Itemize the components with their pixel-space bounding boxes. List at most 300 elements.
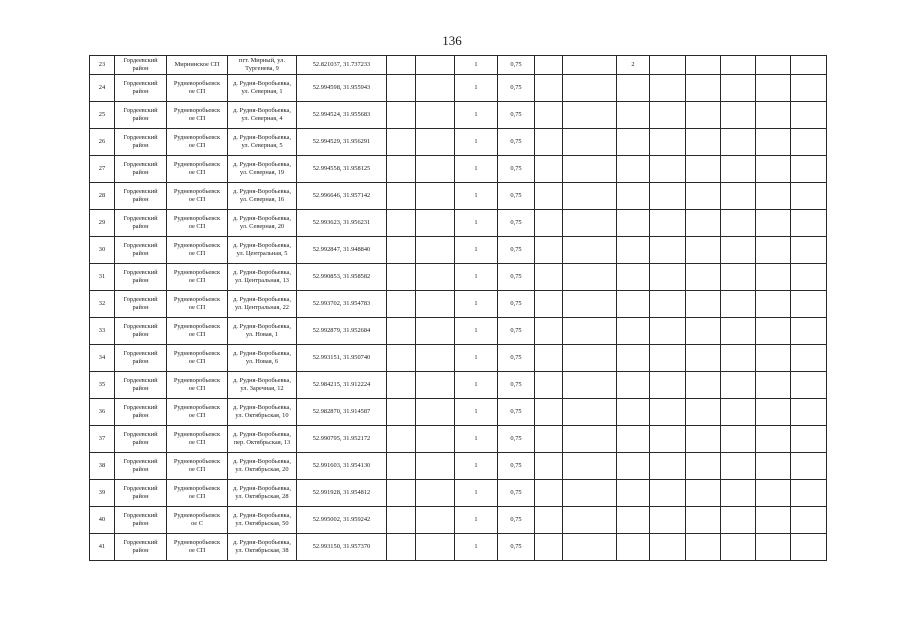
cell-empty	[563, 156, 617, 183]
cell-empty	[650, 426, 686, 453]
cell-address-line: д. Рудня-Воробьевка,	[233, 485, 291, 493]
cell-empty	[791, 183, 827, 210]
container-sites-table	[89, 55, 827, 561]
cell-address-line: ул. Северная, 20	[239, 223, 285, 230]
cell-empty	[791, 291, 827, 318]
table-row	[90, 453, 827, 480]
cell-count: 1	[455, 318, 498, 345]
cell-address-line: д. Рудня-Воробьевка,	[233, 458, 291, 466]
cell-count: 1	[455, 102, 498, 129]
cell-settlement-line: Рудневоробьевск	[173, 431, 221, 439]
cell-settlement-line: ое С	[191, 520, 203, 527]
cell-settlement	[167, 318, 228, 345]
cell-empty	[563, 345, 617, 372]
cell-district	[115, 372, 167, 399]
cell-extra	[617, 534, 650, 561]
cell-coordinates: 52.984215, 31.912224	[297, 372, 387, 399]
cell-district-line: район	[132, 493, 149, 500]
cell-empty	[416, 75, 455, 102]
cell-count: 1	[455, 56, 498, 75]
cell-empty	[686, 183, 721, 210]
cell-empty	[650, 291, 686, 318]
cell-empty	[387, 102, 416, 129]
cell-address-line: ул. Северная, 4	[241, 115, 283, 122]
cell-extra	[617, 264, 650, 291]
table-row	[90, 534, 827, 561]
cell-district-line: Гордеевский	[123, 161, 158, 169]
cell-settlement-line: Рудневоробьевск	[173, 350, 221, 358]
cell-empty	[650, 237, 686, 264]
cell-address	[228, 156, 297, 183]
cell-address-line: д. Рудня-Воробьевка,	[233, 161, 291, 169]
cell-empty	[791, 426, 827, 453]
table-row	[90, 237, 827, 264]
cell-district-line: район	[132, 466, 149, 473]
cell-count: 1	[455, 399, 498, 426]
cell-empty	[791, 156, 827, 183]
cell-empty	[721, 183, 756, 210]
cell-extra	[617, 183, 650, 210]
cell-number: 27	[90, 156, 115, 183]
table-row	[90, 75, 827, 102]
cell-district	[115, 264, 167, 291]
cell-settlement-line: ое СП	[188, 331, 206, 338]
cell-empty	[756, 480, 791, 507]
cell-empty	[563, 56, 617, 75]
cell-district-line: район	[132, 169, 149, 176]
cell-coordinates: 52.990795, 31.952172	[297, 426, 387, 453]
cell-empty	[756, 426, 791, 453]
cell-empty	[563, 210, 617, 237]
cell-settlement	[167, 56, 228, 75]
cell-empty	[416, 507, 455, 534]
cell-coordinates: 52.992847, 31.948840	[297, 237, 387, 264]
cell-empty	[416, 129, 455, 156]
cell-number: 35	[90, 372, 115, 399]
cell-empty	[563, 534, 617, 561]
cell-settlement-line: ое СП	[188, 223, 206, 230]
cell-empty	[756, 345, 791, 372]
cell-empty	[650, 507, 686, 534]
cell-address-line: ул. Центральная, 13	[234, 277, 289, 284]
cell-empty	[686, 534, 721, 561]
cell-district-line: район	[132, 385, 149, 392]
cell-empty	[650, 183, 686, 210]
cell-empty	[686, 56, 721, 75]
cell-settlement-line: Рудневоробьевск	[173, 242, 221, 250]
cell-empty	[563, 480, 617, 507]
cell-empty	[791, 210, 827, 237]
cell-address	[228, 183, 297, 210]
cell-count: 1	[455, 291, 498, 318]
cell-settlement-line: ое СП	[188, 466, 206, 473]
cell-coordinates: 52.991603, 31.954130	[297, 453, 387, 480]
cell-district-line: Гордеевский	[123, 242, 158, 250]
cell-district	[115, 183, 167, 210]
table-row	[90, 56, 827, 75]
cell-empty	[650, 372, 686, 399]
cell-empty	[535, 534, 563, 561]
cell-empty	[535, 156, 563, 183]
cell-empty	[756, 129, 791, 156]
cell-district	[115, 156, 167, 183]
cell-empty	[387, 345, 416, 372]
cell-empty	[686, 156, 721, 183]
cell-number: 37	[90, 426, 115, 453]
cell-volume: 0,75	[498, 534, 535, 561]
cell-empty	[387, 129, 416, 156]
cell-district-line: район	[132, 304, 149, 311]
cell-settlement	[167, 156, 228, 183]
cell-settlement	[167, 264, 228, 291]
cell-volume: 0,75	[498, 291, 535, 318]
cell-empty	[387, 372, 416, 399]
cell-settlement-line: Рудневоробьевск	[173, 485, 221, 493]
cell-address	[228, 453, 297, 480]
cell-volume: 0,75	[498, 102, 535, 129]
cell-settlement-line: Мирнинское СП	[174, 61, 220, 69]
cell-district	[115, 399, 167, 426]
cell-settlement-line: Рудневоробьевск	[173, 107, 221, 115]
cell-district-line: район	[132, 412, 149, 419]
cell-empty	[791, 534, 827, 561]
cell-empty	[416, 156, 455, 183]
cell-empty	[756, 75, 791, 102]
cell-address-line: Тургенева, 9	[245, 65, 279, 72]
cell-address	[228, 318, 297, 345]
cell-volume: 0,75	[498, 399, 535, 426]
cell-settlement	[167, 210, 228, 237]
cell-address-line: д. Рудня-Воробьевка,	[233, 296, 291, 304]
cell-empty	[387, 75, 416, 102]
cell-settlement-line: ое СП	[188, 250, 206, 257]
cell-extra	[617, 399, 650, 426]
cell-empty	[535, 345, 563, 372]
cell-address-line: ул. Северная, 1	[241, 88, 283, 95]
cell-coordinates: 52.992879, 31.952684	[297, 318, 387, 345]
cell-empty	[535, 264, 563, 291]
cell-empty	[721, 480, 756, 507]
cell-empty	[721, 56, 756, 75]
table-row	[90, 291, 827, 318]
cell-empty	[756, 183, 791, 210]
cell-address-line: д. Рудня-Воробьевка,	[233, 431, 291, 439]
cell-empty	[756, 318, 791, 345]
cell-address	[228, 264, 297, 291]
cell-empty	[387, 56, 416, 75]
cell-empty	[650, 453, 686, 480]
cell-settlement	[167, 372, 228, 399]
cell-empty	[686, 291, 721, 318]
cell-address-line: ул. Октябрьская, 10	[235, 412, 289, 419]
cell-empty	[535, 129, 563, 156]
cell-empty	[650, 264, 686, 291]
cell-empty	[416, 345, 455, 372]
cell-empty	[563, 507, 617, 534]
cell-district-line: район	[132, 88, 149, 95]
cell-empty	[756, 291, 791, 318]
cell-settlement-line: ое СП	[188, 304, 206, 311]
cell-empty	[387, 210, 416, 237]
cell-empty	[563, 318, 617, 345]
cell-settlement-line: Рудневоробьевск	[173, 512, 221, 520]
cell-settlement-line: ое СП	[188, 358, 206, 365]
cell-settlement-line: ое СП	[188, 493, 206, 500]
cell-settlement-line: ое СП	[188, 169, 206, 176]
cell-number: 26	[90, 129, 115, 156]
cell-coordinates: 52.991928, 31.954812	[297, 480, 387, 507]
cell-number: 29	[90, 210, 115, 237]
cell-number: 39	[90, 480, 115, 507]
cell-address	[228, 345, 297, 372]
cell-empty	[791, 507, 827, 534]
cell-empty	[721, 264, 756, 291]
cell-volume: 0,75	[498, 156, 535, 183]
cell-district	[115, 453, 167, 480]
cell-address	[228, 75, 297, 102]
cell-settlement-line: ое СП	[188, 547, 206, 554]
cell-settlement-line: ое СП	[188, 385, 206, 392]
cell-coordinates: 52.993150, 31.957370	[297, 534, 387, 561]
cell-count: 1	[455, 453, 498, 480]
cell-empty	[416, 183, 455, 210]
table-row	[90, 156, 827, 183]
cell-district-line: Гордеевский	[123, 80, 158, 88]
cell-address-line: ул. Новая, 6	[245, 358, 279, 365]
cell-coordinates: 52.821037, 31.737233	[297, 56, 387, 75]
cell-address-line: ул. Октябрьская, 28	[235, 493, 289, 500]
cell-settlement	[167, 237, 228, 264]
cell-empty	[721, 210, 756, 237]
cell-settlement	[167, 480, 228, 507]
cell-settlement-line: ое СП	[188, 88, 206, 95]
cell-district-line: район	[132, 250, 149, 257]
cell-count: 1	[455, 534, 498, 561]
cell-extra	[617, 507, 650, 534]
table-body	[90, 56, 827, 561]
cell-address-line: ул. Северная, 5	[241, 142, 283, 149]
cell-address-line: пгт. Мирный, ул.	[239, 57, 285, 65]
cell-district	[115, 75, 167, 102]
cell-coordinates: 52.993702, 31.954783	[297, 291, 387, 318]
table-row	[90, 210, 827, 237]
cell-address-line: ул. Заречная, 12	[240, 385, 284, 392]
cell-count: 1	[455, 210, 498, 237]
cell-address-line: д. Рудня-Воробьевка,	[233, 215, 291, 223]
cell-empty	[563, 102, 617, 129]
cell-volume: 0,75	[498, 237, 535, 264]
cell-district	[115, 480, 167, 507]
cell-count: 1	[455, 345, 498, 372]
cell-count: 1	[455, 75, 498, 102]
cell-settlement	[167, 534, 228, 561]
cell-empty	[416, 237, 455, 264]
cell-number: 38	[90, 453, 115, 480]
cell-district-line: район	[132, 196, 149, 203]
cell-extra	[617, 426, 650, 453]
cell-district-line: Гордеевский	[123, 188, 158, 196]
cell-address	[228, 372, 297, 399]
cell-volume: 0,75	[498, 183, 535, 210]
cell-empty	[791, 264, 827, 291]
cell-district-line: район	[132, 277, 149, 284]
cell-count: 1	[455, 183, 498, 210]
cell-empty	[686, 210, 721, 237]
table-row	[90, 480, 827, 507]
cell-district	[115, 507, 167, 534]
cell-address-line: д. Рудня-Воробьевка,	[233, 377, 291, 385]
cell-settlement-line: Рудневоробьевск	[173, 134, 221, 142]
cell-empty	[721, 129, 756, 156]
cell-empty	[416, 534, 455, 561]
cell-empty	[721, 345, 756, 372]
cell-empty	[416, 453, 455, 480]
cell-address-line: ул. Северная, 16	[239, 196, 285, 203]
cell-address-line: ул. Новая, 1	[245, 331, 279, 338]
cell-number: 24	[90, 75, 115, 102]
cell-empty	[387, 426, 416, 453]
cell-district-line: район	[132, 65, 149, 72]
cell-settlement-line: Рудневоробьевск	[173, 404, 221, 412]
cell-count: 1	[455, 264, 498, 291]
cell-district-line: Гордеевский	[123, 215, 158, 223]
cell-number: 40	[90, 507, 115, 534]
cell-district-line: Гордеевский	[123, 296, 158, 304]
cell-volume: 0,75	[498, 480, 535, 507]
cell-empty	[756, 156, 791, 183]
cell-extra	[617, 291, 650, 318]
table-row	[90, 507, 827, 534]
cell-district	[115, 345, 167, 372]
cell-district-line: район	[132, 439, 149, 446]
cell-number: 23	[90, 56, 115, 75]
cell-address-line: д. Рудня-Воробьевка,	[233, 539, 291, 547]
cell-extra	[617, 372, 650, 399]
cell-empty	[563, 372, 617, 399]
cell-address-line: пер. Октябрьская, 13	[233, 439, 291, 446]
cell-extra	[617, 453, 650, 480]
cell-empty	[791, 318, 827, 345]
cell-empty	[387, 399, 416, 426]
cell-coordinates: 52.994524, 31.955683	[297, 102, 387, 129]
cell-empty	[686, 129, 721, 156]
cell-settlement-line: ое СП	[188, 142, 206, 149]
cell-empty	[721, 102, 756, 129]
cell-empty	[756, 534, 791, 561]
cell-coordinates: 52.982870, 31.914587	[297, 399, 387, 426]
cell-number: 41	[90, 534, 115, 561]
cell-district-line: район	[132, 142, 149, 149]
cell-empty	[535, 399, 563, 426]
cell-empty	[791, 129, 827, 156]
cell-settlement-line: Рудневоробьевск	[173, 539, 221, 547]
cell-empty	[387, 183, 416, 210]
cell-number: 28	[90, 183, 115, 210]
cell-count: 1	[455, 426, 498, 453]
cell-volume: 0,75	[498, 129, 535, 156]
cell-count: 1	[455, 156, 498, 183]
cell-number: 32	[90, 291, 115, 318]
cell-empty	[650, 399, 686, 426]
cell-address	[228, 480, 297, 507]
cell-empty	[416, 480, 455, 507]
table-row	[90, 318, 827, 345]
cell-empty	[686, 507, 721, 534]
cell-empty	[791, 345, 827, 372]
cell-coordinates: 52.994598, 31.955943	[297, 75, 387, 102]
cell-settlement-line: Рудневоробьевск	[173, 80, 221, 88]
cell-empty	[721, 453, 756, 480]
cell-empty	[563, 399, 617, 426]
cell-coordinates: 52.990853, 31.958582	[297, 264, 387, 291]
cell-empty	[535, 56, 563, 75]
table-row	[90, 426, 827, 453]
cell-empty	[563, 129, 617, 156]
cell-volume: 0,75	[498, 56, 535, 75]
cell-address-line: д. Рудня-Воробьевка,	[233, 350, 291, 358]
cell-volume: 0,75	[498, 75, 535, 102]
cell-empty	[791, 453, 827, 480]
cell-district-line: Гордеевский	[123, 323, 158, 331]
cell-empty	[416, 102, 455, 129]
table-row	[90, 372, 827, 399]
cell-empty	[791, 372, 827, 399]
cell-empty	[721, 507, 756, 534]
cell-settlement	[167, 183, 228, 210]
cell-address	[228, 534, 297, 561]
cell-district-line: Гордеевский	[123, 512, 158, 520]
cell-empty	[563, 264, 617, 291]
cell-settlement	[167, 291, 228, 318]
cell-district-line: Гордеевский	[123, 107, 158, 115]
cell-count: 1	[455, 237, 498, 264]
cell-empty	[791, 480, 827, 507]
cell-empty	[686, 237, 721, 264]
cell-count: 1	[455, 480, 498, 507]
cell-empty	[387, 237, 416, 264]
cell-volume: 0,75	[498, 345, 535, 372]
cell-empty	[535, 480, 563, 507]
cell-empty	[535, 372, 563, 399]
cell-address	[228, 102, 297, 129]
cell-count: 1	[455, 129, 498, 156]
cell-empty	[563, 291, 617, 318]
cell-empty	[535, 318, 563, 345]
cell-empty	[650, 480, 686, 507]
cell-empty	[650, 345, 686, 372]
cell-empty	[721, 534, 756, 561]
cell-empty	[387, 264, 416, 291]
cell-address-line: д. Рудня-Воробьевка,	[233, 134, 291, 142]
cell-district	[115, 534, 167, 561]
cell-empty	[721, 426, 756, 453]
cell-empty	[535, 210, 563, 237]
cell-address	[228, 56, 297, 75]
cell-settlement-line: Рудневоробьевск	[173, 296, 221, 304]
cell-empty	[387, 156, 416, 183]
cell-empty	[416, 264, 455, 291]
cell-empty	[686, 399, 721, 426]
cell-empty	[650, 534, 686, 561]
cell-empty	[387, 507, 416, 534]
cell-district	[115, 129, 167, 156]
cell-address-line: д. Рудня-Воробьевка,	[233, 269, 291, 277]
cell-settlement-line: ое СП	[188, 196, 206, 203]
cell-settlement-line: ое СП	[188, 439, 206, 446]
cell-district	[115, 210, 167, 237]
cell-empty	[721, 156, 756, 183]
cell-district	[115, 318, 167, 345]
